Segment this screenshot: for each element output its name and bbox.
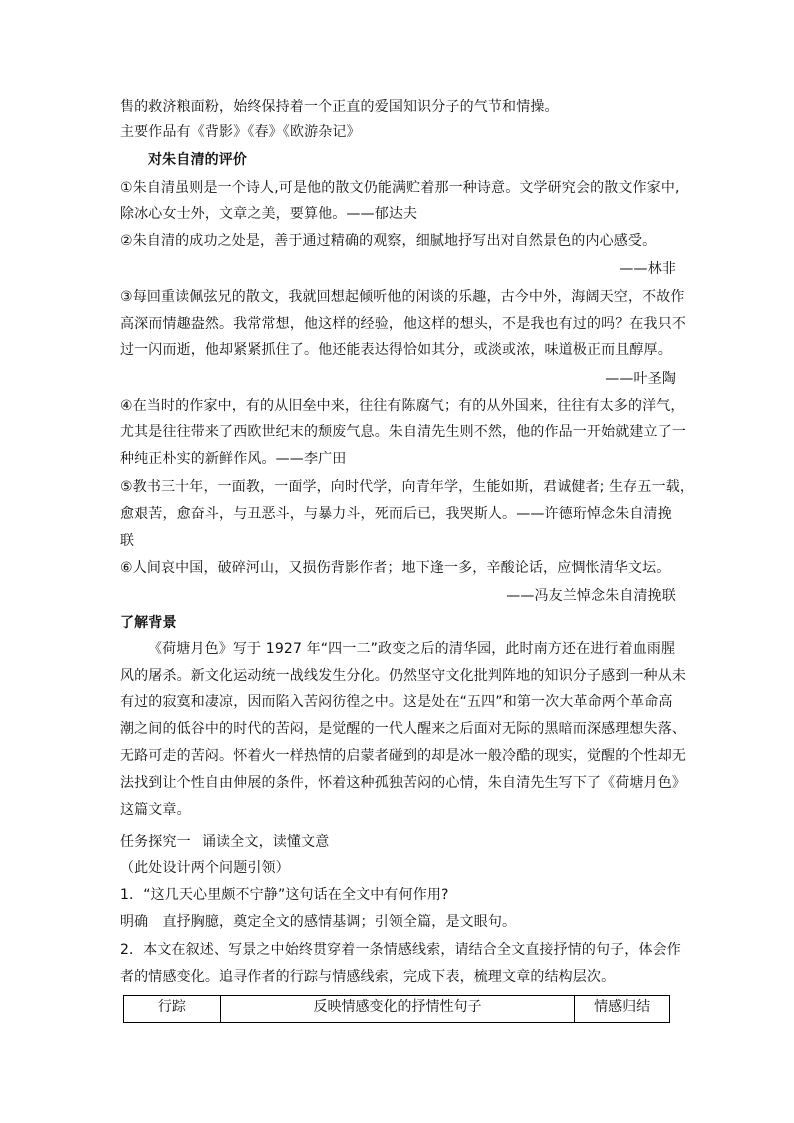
background-line-5: 无路可走的苦闷。怀着火一样热情的启蒙者碰到的却是冰一般冷酷的现实，觉醒的个性却无 <box>120 748 686 764</box>
background-line-1: 《荷塘月色》写于 1927 年“四一二”政变之后的清华园，此时南方还在进行着血雨腥 <box>148 641 676 657</box>
background-line-6: 法找到让个性自由伸展的条件，怀着这种孤独苦闷的心情，朱自清先生写下了《荷塘月色》 <box>120 775 686 791</box>
task-label: 任务探究一 <box>120 834 191 850</box>
evaluation-3-attribution: ——叶圣陶 <box>605 371 676 387</box>
evaluation-4-line-1: ④在当时的作家中，有的从旧垒中来，往往有陈腐气；有的从外国来，往往有太多的洋气， <box>120 398 685 414</box>
evaluation-5-line-2: 愈艰苦，愈奋斗，与丑恶斗，与暴力斗，死而后已，我哭斯人。——许德珩悼念朱自清挽 <box>120 506 672 522</box>
evaluation-1-line-2: 除冰心女士外，文章之美，要算他。——郁达夫 <box>120 206 418 222</box>
intro-line-2: 主要作品有《背影》《春》《欧游杂记》 <box>120 124 361 140</box>
header-route: 行踪 <box>124 996 221 1023</box>
background-line-3: 有过的寂寞和凄凉，因而陷入苦闷彷徨之中。这是处在“五四”和第一次大革命两个革命高 <box>120 694 673 710</box>
answer-1: 明确 直抒胸臆，奠定全文的感情基调；引领全篇，是文眼句。 <box>120 914 517 930</box>
question-2-line-1: 2．本文在叙述、写景之中始终贯穿着一条情感线索，请结合全文直接抒情的句子，体会作 <box>120 942 681 958</box>
evaluation-6-line-1: ⑥人间哀中国，破碎河山，又损伤背影作者；地下逢一多，辛酸论话，应惆怅清华文坛。 <box>120 560 671 576</box>
task-note: （此处设计两个问题引领） <box>120 860 290 876</box>
evaluation-4-line-2: 尤其是往往带来了西欧世纪末的颓废气息。朱自清先生则不然，他的作品一开始就建立了一 <box>120 424 686 440</box>
evaluation-4-line-3: 种纯正朴实的新鲜作风。——李广田 <box>120 451 347 467</box>
evaluation-5-line-1: ⑤教书三十年，一面教，一面学，向时代学，向青年学，生能如斯，君诚健者; 生存五一载， <box>120 479 695 495</box>
evaluation-heading: 对朱自清的评价 <box>148 152 248 168</box>
evaluation-2-attribution: ——林非 <box>619 261 676 277</box>
evaluation-3-line-2: 高深而情趣盎然。我常常想，他这样的经验，他这样的想头，不是我也有过的吗？在我只不 <box>120 316 686 332</box>
task-heading <box>120 831 676 853</box>
evaluation-2-line-1: ②朱自清的成功之处是，善于通过精确的观察，细腻地抒写出对自然景色的内心感受。 <box>120 233 657 249</box>
task-title: 诵读全文，读懂文意 <box>202 834 330 850</box>
evaluation-3-line-3: 过一闪而逝，他却紧紧抓住了。他还能表达得恰如其分，或淡或浓，味道极正而且醇厚。 <box>120 342 672 358</box>
background-line-2: 风的屠杀。新文化运动统一战线发生分化。仍然坚守文化批判阵地的知识分子感到一种从未 <box>120 668 686 684</box>
evaluation-3-line-1: ③每回重读佩弦兄的散文，我就回想起倾听他的闲谈的乐趣，古今中外，海阔天空，不故作 <box>120 289 685 305</box>
table-header-row <box>124 996 670 1023</box>
background-heading: 了解背景 <box>120 615 177 631</box>
header-emotion-summary: 情感归结 <box>575 996 670 1023</box>
evaluation-1-line-1: ①朱自清虽则是一个诗人,可是他的散文仍能满贮着那一种诗意。文学研究会的散文作家中, <box>120 180 680 196</box>
evaluation-5-line-3: 联 <box>120 533 135 549</box>
header-lyric-sentences: 反映情感变化的抒情性句子 <box>220 996 575 1023</box>
background-line-7: 这篇文章。 <box>120 802 191 818</box>
structure-table <box>123 995 670 1023</box>
question-2-line-2: 者的情感变化。追寻作者的行踪与情感线索，完成下表，梳理文章的结构层次。 <box>120 969 616 985</box>
background-line-4: 潮之间的低谷中的时代的苦闷，是觉醒的一代人醒来之后面对无际的黑暗而深感理想失落、 <box>120 721 686 737</box>
intro-line-1: 售的救济粮面粉，始终保持着一个正直的爱国知识分子的气节和情操。 <box>120 99 559 115</box>
evaluation-6-attribution: ——冯友兰悼念朱自清挽联 <box>506 588 676 604</box>
question-1: 1．“这几天心里颇不宁静”这句话在全文中有何作用? <box>120 887 449 903</box>
